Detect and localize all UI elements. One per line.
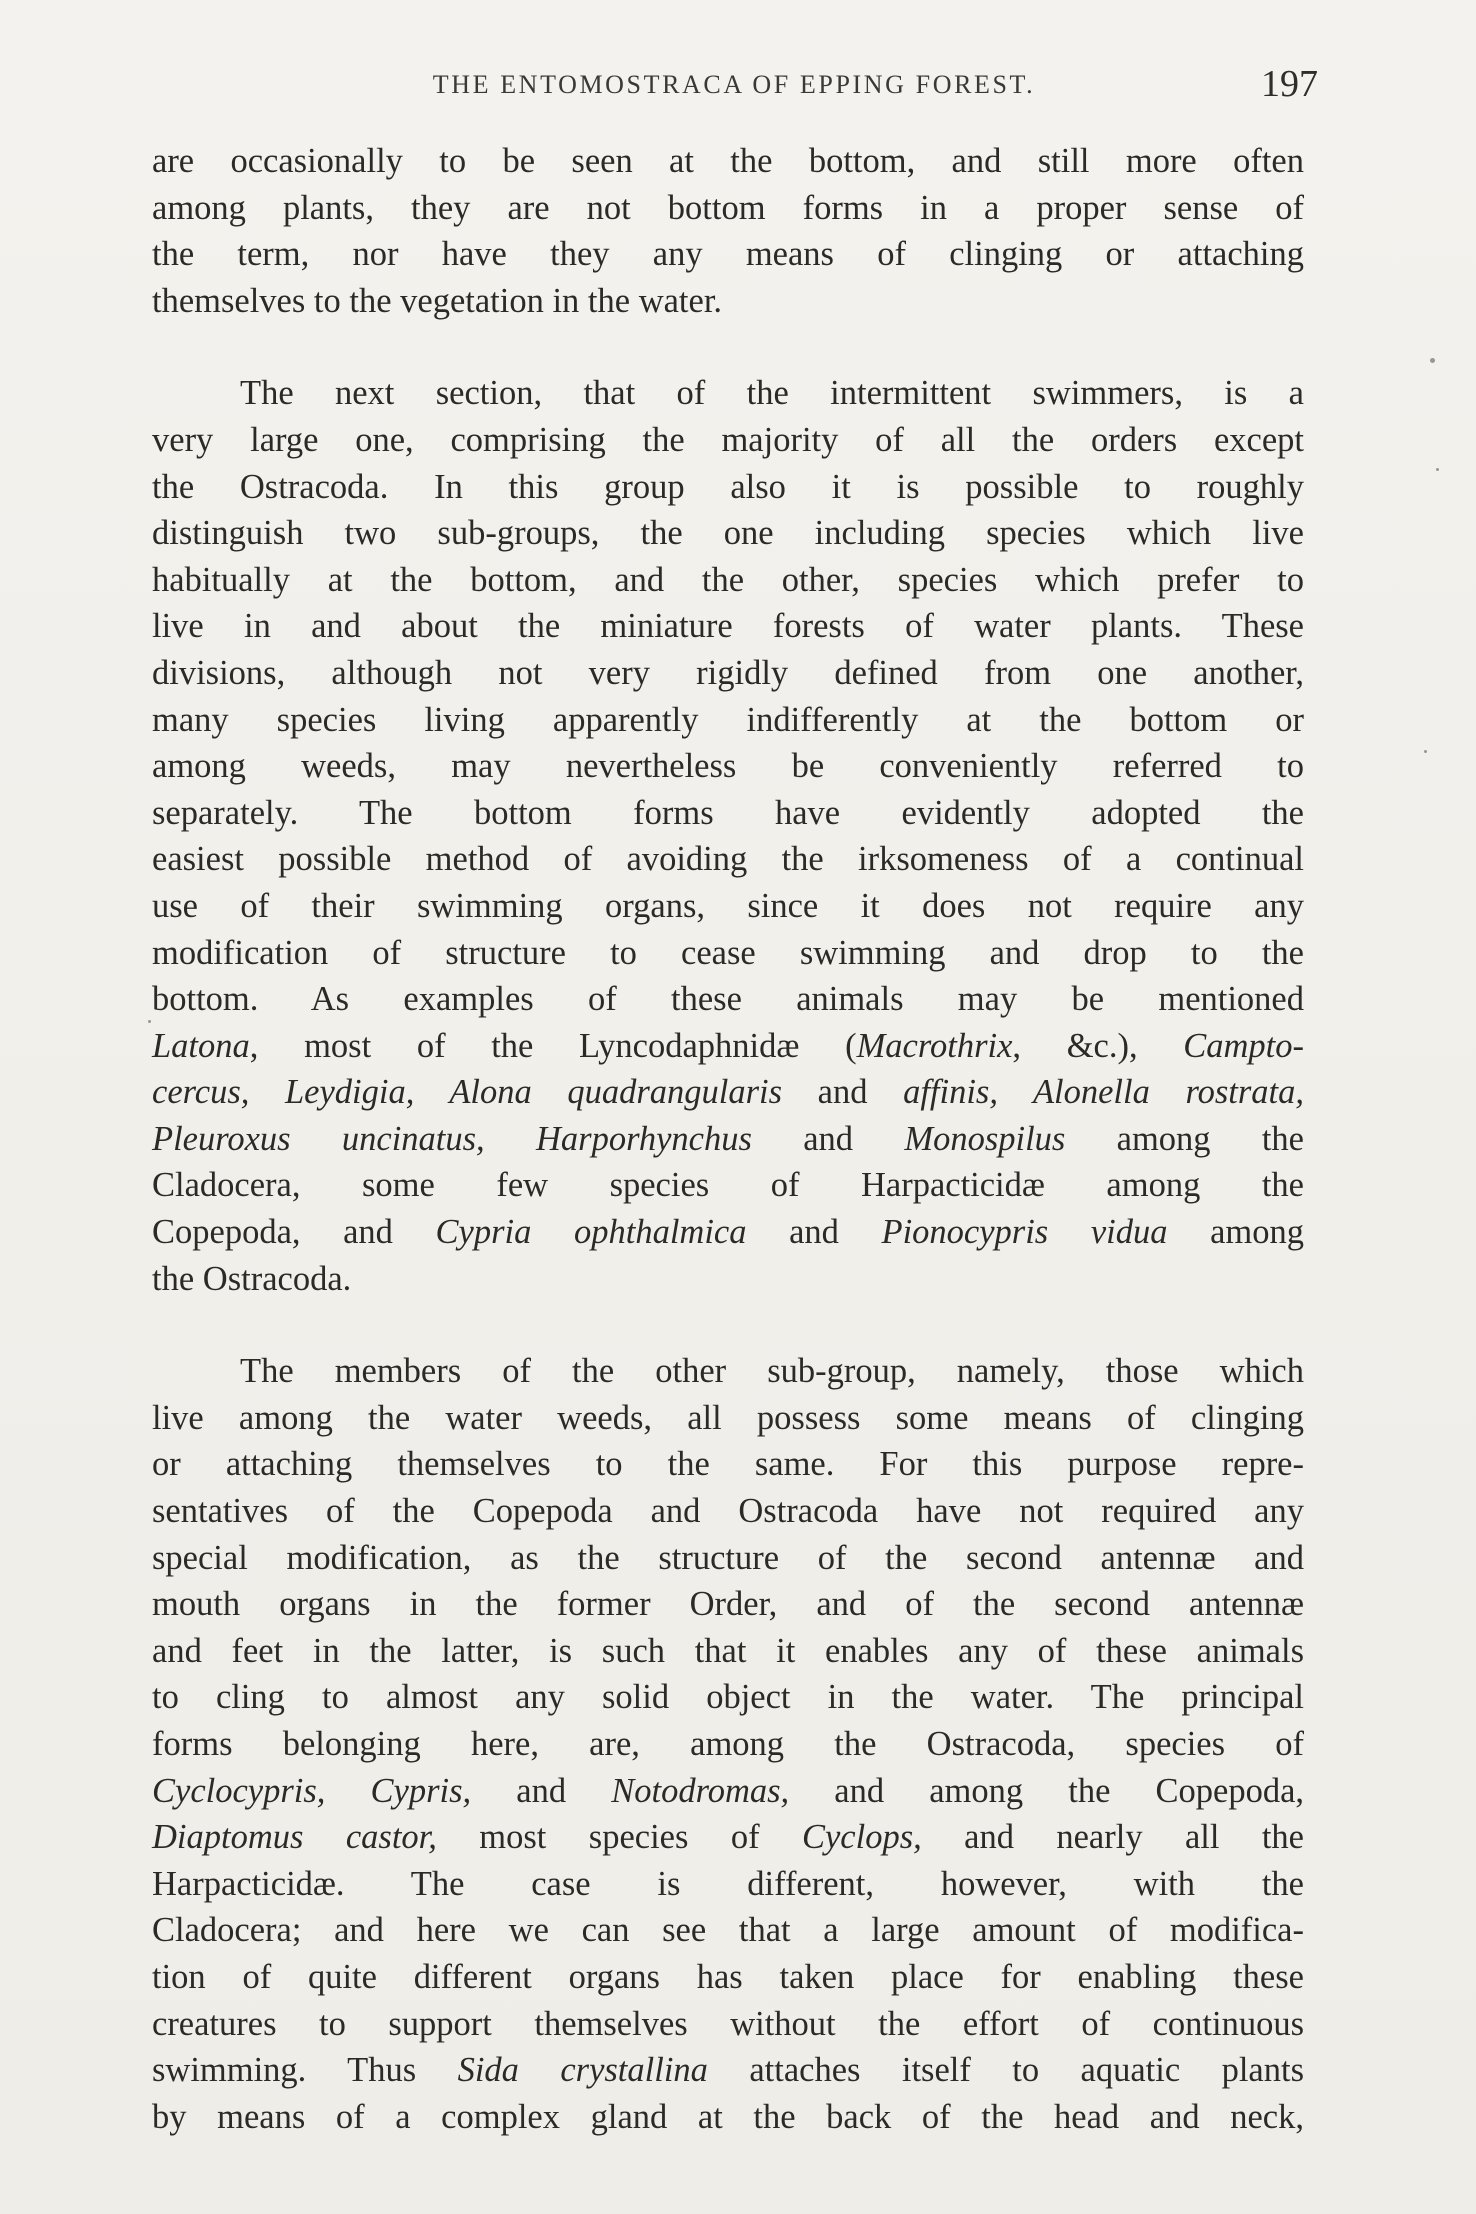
- italic-text: Monospilus: [904, 1119, 1066, 1158]
- print-speck: [148, 1020, 151, 1023]
- roman-text: Cladocera; and here we can see that a large amount of modifica-: [152, 1911, 1304, 1950]
- roman-text: among: [1167, 1213, 1305, 1252]
- paragraph-1: [152, 138, 1304, 324]
- text-line: to cling to almost any solid object in the water. The principal: [152, 1678, 1304, 1717]
- text-line-rich: [152, 2047, 1304, 2094]
- text-line-rich: [152, 1814, 1304, 1861]
- text-line: divisions, although not very rigidly defined from one another,: [152, 653, 1304, 692]
- text-line: among weeds, may nevertheless be conveniently referred to: [152, 747, 1304, 786]
- text-line: themselves to the vegetation in the water.: [152, 281, 723, 320]
- text-line-rich: [152, 1861, 1304, 1908]
- text-line: are occasionally to be seen at the bottom, and still more often: [152, 142, 1304, 180]
- roman-text: Cladocera, some few species of Harpacticidæ among the: [152, 1166, 1304, 1205]
- paragraph-2: [152, 370, 1304, 1302]
- text-line: among plants, they are not bottom forms in a proper sense of: [152, 188, 1304, 227]
- text-line-rich: [152, 1209, 1304, 1256]
- italic-text: Campto-: [1183, 1026, 1304, 1065]
- italic-text: Pionocypris vidua: [881, 1213, 1168, 1252]
- italic-text: Pleuroxus uncinatus, Harporhynchus: [152, 1119, 752, 1158]
- roman-text: most species of: [436, 1818, 802, 1857]
- text-line-rich: [152, 1768, 1304, 1815]
- italic-text: Cyclops,: [801, 1818, 922, 1857]
- print-speck: [1424, 750, 1427, 753]
- roman-text: and: [782, 1073, 904, 1112]
- roman-text: Harpacticidæ. The case is different, however, with the: [152, 1864, 1304, 1903]
- text-line: the term, nor have they any means of clinging or attaching: [152, 235, 1304, 274]
- roman-text: and among the Copepoda,: [789, 1771, 1305, 1810]
- roman-text: by means of a complex gland at the back of the head and neck,: [152, 2097, 1304, 2136]
- roman-text: , most of the Lyncodaphnidæ (: [249, 1026, 857, 1065]
- text-line: mouth organs in the former Order, and of the second antennæ: [152, 1585, 1304, 1624]
- text-line-rich: [152, 1954, 1304, 2001]
- roman-text: and: [751, 1119, 905, 1158]
- roman-text: creatures to support themselves without the effort of continuous: [152, 2004, 1304, 2043]
- text-line-rich: [152, 2094, 1304, 2141]
- paragraph-3: [152, 1348, 1304, 2140]
- text-line: or attaching themselves to the same. For this purpose repre-: [152, 1445, 1304, 1484]
- text-line: special modification, as the structure of the second antennæ and: [152, 1538, 1304, 1577]
- text-line: live among the water weeds, all possess some means of clinging: [152, 1398, 1304, 1437]
- roman-text: and: [746, 1213, 882, 1252]
- italic-text: Latona: [152, 1026, 250, 1065]
- body-text: [152, 138, 1304, 2140]
- text-line-rich: [152, 1069, 1304, 1116]
- text-line-rich: [152, 1023, 1304, 1070]
- italic-text: Cypria ophthalmica: [435, 1213, 747, 1252]
- italic-text: Sida crystallina: [457, 2051, 708, 2090]
- text-line: modification of structure to cease swimming and drop to the: [152, 933, 1304, 972]
- page-number: 197: [1261, 63, 1318, 105]
- text-line: bottom. As examples of these animals may be mentioned: [152, 980, 1304, 1019]
- roman-text: Copepoda, and: [152, 1213, 436, 1252]
- print-speck: [1436, 468, 1439, 471]
- roman-text: attaches itself to aquatic plants: [707, 2051, 1305, 2090]
- roman-text: and nearly all the: [921, 1818, 1304, 1857]
- roman-text: among the: [1065, 1119, 1304, 1158]
- roman-text: the Ostracoda.: [152, 1259, 352, 1298]
- roman-text: tion of quite different organs has taken place for enabling these: [152, 1957, 1304, 1996]
- italic-text: Diaptomus castor,: [152, 1818, 437, 1857]
- italic-text: Notodromas,: [611, 1771, 790, 1810]
- text-line-rich: [152, 1116, 1304, 1163]
- text-line: use of their swimming organs, since it does not require any: [152, 886, 1304, 925]
- roman-text: , &c.),: [1012, 1026, 1184, 1065]
- text-line: live in and about the miniature forests of water plants. These: [152, 607, 1304, 646]
- italic-text: Macrothrix: [856, 1026, 1013, 1065]
- text-line-rich: [152, 1907, 1304, 1954]
- text-line: sentatives of the Copepoda and Ostracoda have not required any: [152, 1492, 1304, 1531]
- paragraph-gap: [152, 1302, 1304, 1348]
- roman-text: and: [471, 1771, 612, 1810]
- text-line: habitually at the bottom, and the other, species which prefer to: [152, 560, 1304, 599]
- text-line: easiest possible method of avoiding the irksomeness of a continual: [152, 840, 1304, 879]
- paragraph-gap: [152, 324, 1304, 370]
- text-line: separately. The bottom forms have evidently adopted the: [152, 793, 1304, 832]
- text-line: the Ostracoda. In this group also it is possible to roughly: [152, 467, 1304, 506]
- print-speck: [1430, 358, 1435, 363]
- text-line: The next section, that of the intermittent swimmers, is a: [240, 374, 1304, 413]
- italic-text: Cyclocypris, Cypris,: [152, 1771, 472, 1810]
- text-line: distinguish two sub-groups, the one including species which live: [152, 514, 1304, 553]
- text-line: and feet in the latter, is such that it enables any of these animals: [152, 1631, 1304, 1670]
- text-line: many species living apparently indifferently at the bottom or: [152, 700, 1304, 739]
- text-line: The members of the other sub-group, namely, those which: [240, 1352, 1304, 1391]
- text-line-rich: [152, 1256, 1304, 1303]
- italic-text: affinis, Alonella rostrata,: [903, 1073, 1304, 1112]
- text-line: very large one, comprising the majority of all the orders except: [152, 420, 1304, 459]
- italic-text: cercus, Leydigia, Alona quadrangularis: [152, 1073, 783, 1112]
- roman-text: swimming. Thus: [152, 2051, 458, 2090]
- text-line: forms belonging here, are, among the Ostracoda, species of: [152, 1725, 1304, 1763]
- running-head: [150, 62, 1318, 110]
- text-line-rich: [152, 2001, 1304, 2048]
- text-line-rich: [152, 1162, 1304, 1209]
- running-title: THE ENTOMOSTRACA OF EPPING FOREST.: [432, 70, 1036, 99]
